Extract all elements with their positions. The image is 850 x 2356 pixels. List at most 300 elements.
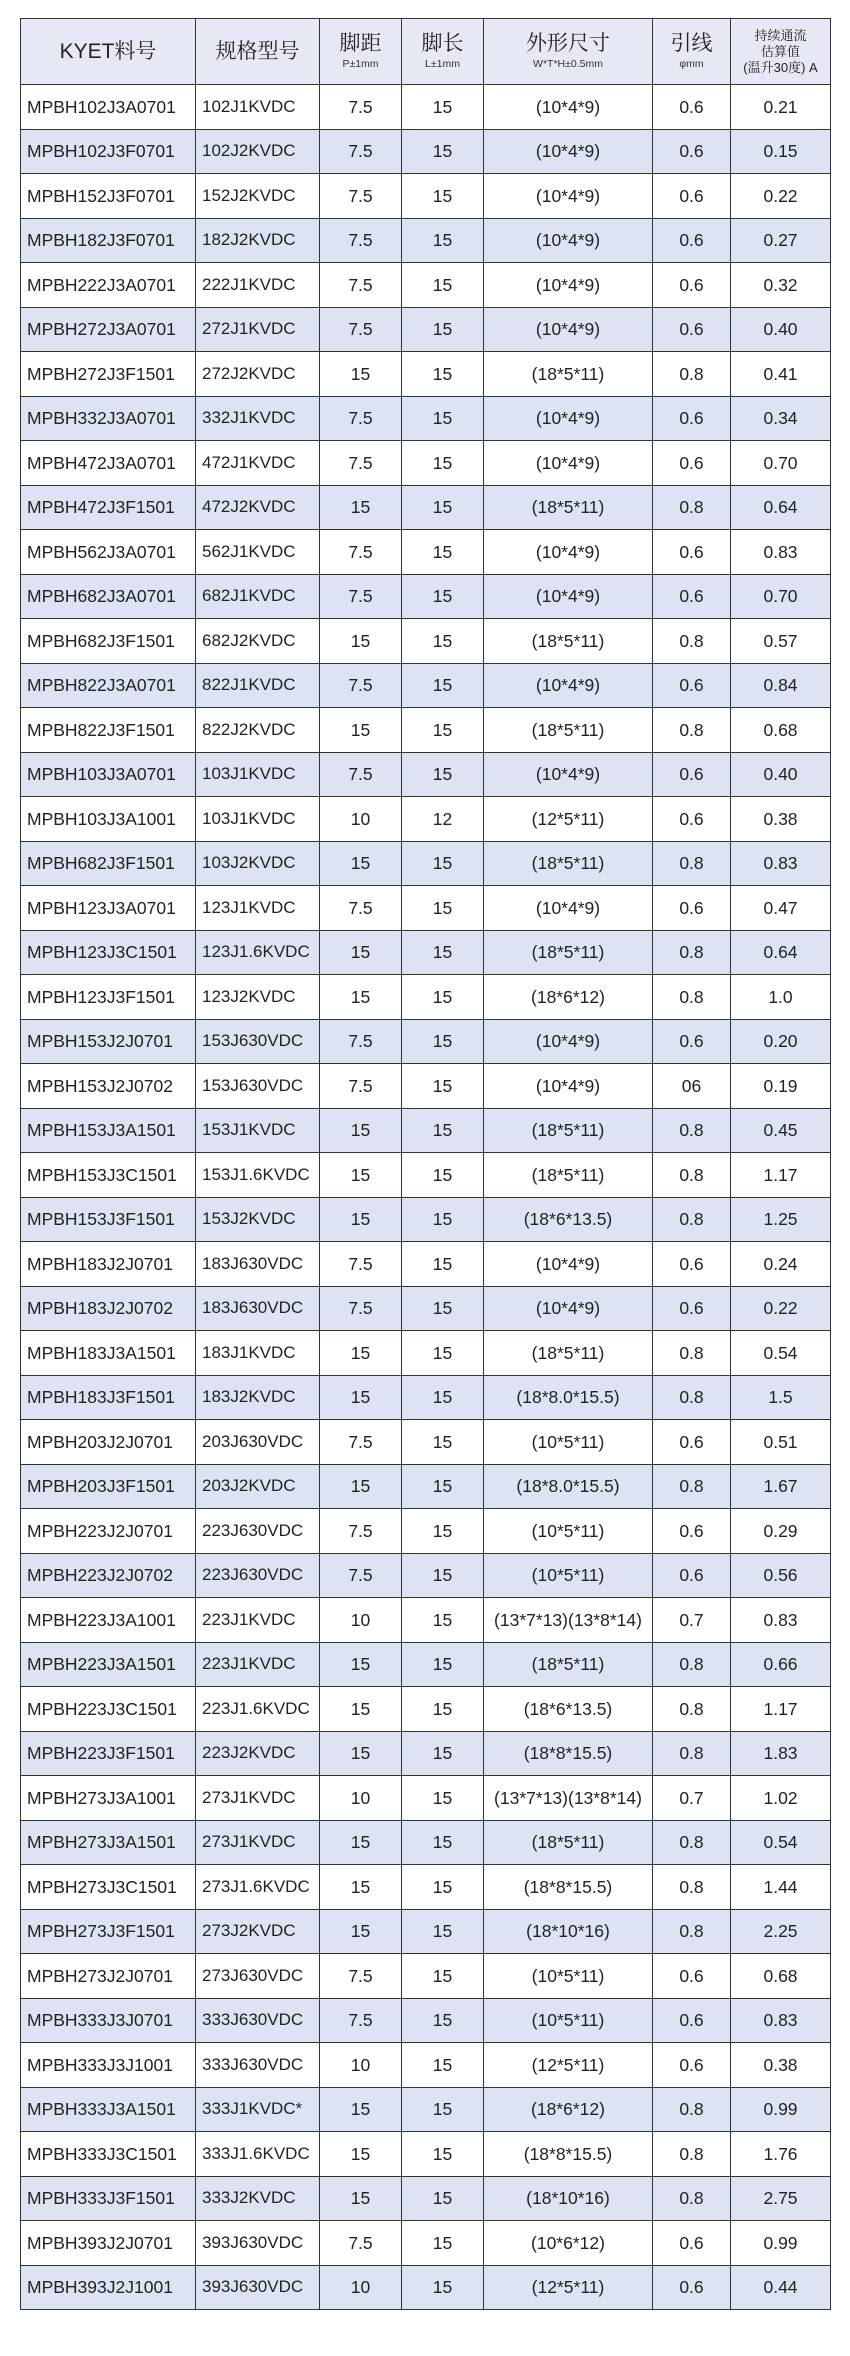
current-cell: 0.57 [731, 619, 831, 664]
model-spec-cell: 153J1KVDC [196, 1108, 320, 1153]
kyet-part-number-cell: MPBH822J3A0701 [21, 663, 196, 708]
pin-length-cell: 15 [402, 2176, 484, 2221]
current-cell: 0.83 [731, 1998, 831, 2043]
kyet-part-number-cell: MPBH153J3C1501 [21, 1153, 196, 1198]
dimensions-cell: (10*4*9) [484, 663, 653, 708]
current-cell: 0.51 [731, 1420, 831, 1465]
table-row [21, 485, 831, 530]
capacitor-spec-table [20, 18, 831, 2310]
dimensions-cell: (18*6*12) [484, 2087, 653, 2132]
kyet-part-number-cell: MPBH333J3J1001 [21, 2043, 196, 2088]
pin-pitch-cell: 7.5 [320, 396, 402, 441]
kyet-part-number-cell: MPBH273J3F1501 [21, 1909, 196, 1954]
kyet-part-number-cell: MPBH183J2J0702 [21, 1286, 196, 1331]
model-spec-cell: 562J1KVDC [196, 530, 320, 575]
table-row [21, 2132, 831, 2177]
dimensions-cell: (10*4*9) [484, 307, 653, 352]
kyet-part-number-cell: MPBH153J2J0702 [21, 1064, 196, 1109]
current-cell: 1.76 [731, 2132, 831, 2177]
table-row [21, 886, 831, 931]
model-spec-cell: 103J1KVDC [196, 797, 320, 842]
dimensions-cell: (18*5*11) [484, 841, 653, 886]
header-row [21, 19, 831, 85]
current-cell: 0.27 [731, 218, 831, 263]
kyet-part-number-cell: MPBH123J3C1501 [21, 930, 196, 975]
pin-pitch-cell: 10 [320, 2043, 402, 2088]
dimensions-cell: (18*5*11) [484, 1331, 653, 1376]
lead-wire-cell: 0.6 [653, 886, 731, 931]
dimensions-cell: (18*5*11) [484, 1108, 653, 1153]
lead-wire-cell: 0.8 [653, 1331, 731, 1376]
dimensions-cell: (18*6*13.5) [484, 1197, 653, 1242]
pin-pitch-cell: 7.5 [320, 1064, 402, 1109]
lead-wire-cell: 0.8 [653, 1909, 731, 1954]
table-row [21, 263, 831, 308]
model-spec-cell: 123J1.6KVDC [196, 930, 320, 975]
pin-pitch-cell: 15 [320, 619, 402, 664]
kyet-part-number-cell: MPBH273J3C1501 [21, 1865, 196, 1910]
pin-length-cell: 15 [402, 352, 484, 397]
table-row [21, 1820, 831, 1865]
model-spec-cell: 472J2KVDC [196, 485, 320, 530]
pin-pitch-cell: 7.5 [320, 218, 402, 263]
lead-wire-cell: 0.8 [653, 1731, 731, 1776]
pin-length-cell: 15 [402, 1598, 484, 1643]
kyet-part-number-cell: MPBH393J2J1001 [21, 2265, 196, 2310]
pin-pitch-cell: 7.5 [320, 263, 402, 308]
dimensions-cell: (12*5*11) [484, 2043, 653, 2088]
table-row [21, 307, 831, 352]
lead-wire-cell: 0.8 [653, 1687, 731, 1732]
pin-pitch-cell: 15 [320, 1375, 402, 1420]
pin-pitch-cell: 7.5 [320, 663, 402, 708]
current-cell: 0.32 [731, 263, 831, 308]
pin-length-cell: 15 [402, 708, 484, 753]
pin-length-cell: 15 [402, 1776, 484, 1821]
model-spec-cell: 223J630VDC [196, 1553, 320, 1598]
current-cell: 0.38 [731, 2043, 831, 2088]
kyet-part-number-cell: MPBH182J3F0701 [21, 218, 196, 263]
pin-pitch-cell: 15 [320, 708, 402, 753]
model-spec-cell: 682J1KVDC [196, 574, 320, 619]
kyet-part-number-cell: MPBH152J3F0701 [21, 174, 196, 219]
pin-length-cell: 15 [402, 530, 484, 575]
table-row [21, 1865, 831, 1910]
model-spec-cell: 152J2KVDC [196, 174, 320, 219]
current-cell: 1.44 [731, 1865, 831, 1910]
table-row [21, 1375, 831, 1420]
pin-pitch-cell: 10 [320, 1776, 402, 1821]
model-spec-cell: 272J2KVDC [196, 352, 320, 397]
current-cell: 0.70 [731, 441, 831, 486]
table-row [21, 174, 831, 219]
lead-wire-cell: 0.8 [653, 708, 731, 753]
lead-wire-cell: 0.6 [653, 441, 731, 486]
dimensions-cell: (10*4*9) [484, 263, 653, 308]
kyet-part-number-cell: MPBH682J3A0701 [21, 574, 196, 619]
dimensions-cell: (10*4*9) [484, 1242, 653, 1287]
dimensions-cell: (18*8.0*15.5) [484, 1464, 653, 1509]
pin-pitch-cell: 7.5 [320, 2221, 402, 2266]
current-cell: 0.66 [731, 1642, 831, 1687]
model-spec-cell: 223J1KVDC [196, 1642, 320, 1687]
model-spec-cell: 273J1KVDC [196, 1820, 320, 1865]
header-line: 持续通流 [754, 27, 807, 43]
model-spec-cell: 393J630VDC [196, 2221, 320, 2266]
lead-wire-cell: 0.8 [653, 975, 731, 1020]
lead-wire-cell: 0.8 [653, 2132, 731, 2177]
current-cell: 0.22 [731, 1286, 831, 1331]
table-body [21, 85, 831, 2310]
pin-pitch-cell: 10 [320, 1598, 402, 1643]
table-row [21, 1731, 831, 1776]
pin-pitch-cell: 7.5 [320, 1998, 402, 2043]
current-cell: 1.67 [731, 1464, 831, 1509]
header-sublabel: L±1mm [425, 58, 460, 70]
model-spec-cell: 153J630VDC [196, 1019, 320, 1064]
dimensions-cell: (10*5*11) [484, 1509, 653, 1554]
pin-length-cell: 15 [402, 1019, 484, 1064]
current-cell: 2.75 [731, 2176, 831, 2221]
dimensions-cell: (13*7*13)(13*8*14) [484, 1598, 653, 1643]
lead-wire-cell: 0.7 [653, 1598, 731, 1643]
pin-pitch-cell: 15 [320, 1464, 402, 1509]
table-row [21, 797, 831, 842]
pin-pitch-cell: 7.5 [320, 530, 402, 575]
lead-wire-cell: 0.6 [653, 85, 731, 130]
kyet-part-number-cell: MPBH472J3A0701 [21, 441, 196, 486]
pin-length-cell: 15 [402, 85, 484, 130]
kyet-part-number-cell: MPBH102J3A0701 [21, 85, 196, 130]
table-row [21, 2043, 831, 2088]
table-row [21, 708, 831, 753]
current-cell: 1.17 [731, 1687, 831, 1732]
dimensions-cell: (18*5*11) [484, 930, 653, 975]
table-row [21, 530, 831, 575]
current-cell: 0.99 [731, 2221, 831, 2266]
table-row [21, 1553, 831, 1598]
pin-pitch-cell: 10 [320, 2265, 402, 2310]
dimensions-cell: (10*4*9) [484, 886, 653, 931]
model-spec-cell: 183J630VDC [196, 1286, 320, 1331]
pin-length-cell: 15 [402, 396, 484, 441]
pin-length-cell: 15 [402, 1687, 484, 1732]
lead-wire-cell: 0.6 [653, 307, 731, 352]
current-cell: 0.83 [731, 1598, 831, 1643]
lead-wire-cell: 06 [653, 1064, 731, 1109]
pin-pitch-cell: 7.5 [320, 1286, 402, 1331]
dimensions-cell: (10*6*12) [484, 2221, 653, 2266]
dimensions-cell: (18*6*12) [484, 975, 653, 1020]
table-row [21, 930, 831, 975]
current-cell: 0.68 [731, 1954, 831, 1999]
pin-length-cell: 15 [402, 1153, 484, 1198]
lead-wire-cell: 0.6 [653, 1420, 731, 1465]
pin-pitch-cell: 7.5 [320, 886, 402, 931]
pin-pitch-cell: 15 [320, 1909, 402, 1954]
dimensions-cell: (13*7*13)(13*8*14) [484, 1776, 653, 1821]
current-cell: 0.84 [731, 663, 831, 708]
pin-length-cell: 15 [402, 1865, 484, 1910]
kyet-part-number-cell: MPBH183J2J0701 [21, 1242, 196, 1287]
pin-length-cell: 15 [402, 174, 484, 219]
dimensions-cell: (18*5*11) [484, 1820, 653, 1865]
current-cell: 1.25 [731, 1197, 831, 1242]
kyet-part-number-cell: MPBH203J2J0701 [21, 1420, 196, 1465]
table-row [21, 352, 831, 397]
dimensions-cell: (10*4*9) [484, 174, 653, 219]
lead-wire-cell: 0.6 [653, 1553, 731, 1598]
lead-wire-cell: 0.8 [653, 352, 731, 397]
current-cell: 0.64 [731, 930, 831, 975]
pin-pitch-cell: 7.5 [320, 1019, 402, 1064]
pin-pitch-cell: 7.5 [320, 174, 402, 219]
table-row [21, 663, 831, 708]
current-cell: 0.44 [731, 2265, 831, 2310]
pin-length-cell: 15 [402, 1375, 484, 1420]
lead-wire-cell: 0.8 [653, 1865, 731, 1910]
dimensions-cell: (10*4*9) [484, 752, 653, 797]
model-spec-cell: 273J2KVDC [196, 1909, 320, 1954]
pin-pitch-cell: 7.5 [320, 1553, 402, 1598]
table-row [21, 2087, 831, 2132]
kyet-part-number-cell: MPBH273J3A1501 [21, 1820, 196, 1865]
kyet-part-number-cell: MPBH153J2J0701 [21, 1019, 196, 1064]
header-label: 脚长 [421, 32, 464, 55]
pin-length-cell: 15 [402, 2265, 484, 2310]
pin-pitch-cell: 7.5 [320, 1420, 402, 1465]
table-row [21, 1064, 831, 1109]
table-row [21, 574, 831, 619]
header-continuous-current [731, 19, 831, 85]
pin-length-cell: 15 [402, 1420, 484, 1465]
model-spec-cell: 103J2KVDC [196, 841, 320, 886]
table-row [21, 1998, 831, 2043]
kyet-part-number-cell: MPBH682J3F1501 [21, 619, 196, 664]
table-row [21, 396, 831, 441]
current-cell: 0.54 [731, 1331, 831, 1376]
lead-wire-cell: 0.8 [653, 1642, 731, 1687]
pin-length-cell: 15 [402, 129, 484, 174]
lead-wire-cell: 0.6 [653, 1019, 731, 1064]
dimensions-cell: (18*5*11) [484, 708, 653, 753]
lead-wire-cell: 0.6 [653, 1509, 731, 1554]
pin-pitch-cell: 15 [320, 1108, 402, 1153]
current-cell: 0.83 [731, 530, 831, 575]
pin-length-cell: 15 [402, 619, 484, 664]
lead-wire-cell: 0.8 [653, 1197, 731, 1242]
dimensions-cell: (10*4*9) [484, 85, 653, 130]
dimensions-cell: (18*6*13.5) [484, 1687, 653, 1732]
lead-wire-cell: 0.6 [653, 797, 731, 842]
header-pin-pitch [320, 19, 402, 85]
table-row [21, 1019, 831, 1064]
model-spec-cell: 123J1KVDC [196, 886, 320, 931]
model-spec-cell: 333J630VDC [196, 2043, 320, 2088]
current-cell: 0.24 [731, 1242, 831, 1287]
model-spec-cell: 103J1KVDC [196, 752, 320, 797]
pin-length-cell: 15 [402, 975, 484, 1020]
table-row [21, 841, 831, 886]
kyet-part-number-cell: MPBH332J3A0701 [21, 396, 196, 441]
lead-wire-cell: 0.6 [653, 663, 731, 708]
current-cell: 1.02 [731, 1776, 831, 1821]
lead-wire-cell: 0.6 [653, 263, 731, 308]
kyet-part-number-cell: MPBH223J2J0702 [21, 1553, 196, 1598]
model-spec-cell: 223J1.6KVDC [196, 1687, 320, 1732]
kyet-part-number-cell: MPBH562J3A0701 [21, 530, 196, 575]
lead-wire-cell: 0.8 [653, 2176, 731, 2221]
pin-pitch-cell: 7.5 [320, 574, 402, 619]
lead-wire-cell: 0.8 [653, 2087, 731, 2132]
pin-length-cell: 15 [402, 1242, 484, 1287]
lead-wire-cell: 0.6 [653, 530, 731, 575]
dimensions-cell: (18*10*16) [484, 2176, 653, 2221]
kyet-part-number-cell: MPBH103J3A0701 [21, 752, 196, 797]
current-cell: 0.41 [731, 352, 831, 397]
kyet-part-number-cell: MPBH183J3A1501 [21, 1331, 196, 1376]
current-cell: 0.56 [731, 1553, 831, 1598]
pin-length-cell: 15 [402, 1820, 484, 1865]
lead-wire-cell: 0.6 [653, 2043, 731, 2088]
model-spec-cell: 123J2KVDC [196, 975, 320, 1020]
dimensions-cell: (10*4*9) [484, 396, 653, 441]
model-spec-cell: 822J1KVDC [196, 663, 320, 708]
model-spec-cell: 182J2KVDC [196, 218, 320, 263]
header-lead-wire [653, 19, 731, 85]
kyet-part-number-cell: MPBH472J3F1501 [21, 485, 196, 530]
pin-pitch-cell: 7.5 [320, 85, 402, 130]
table-row [21, 2176, 831, 2221]
pin-pitch-cell: 10 [320, 797, 402, 842]
pin-length-cell: 15 [402, 1642, 484, 1687]
pin-length-cell: 15 [402, 1954, 484, 1999]
dimensions-cell: (12*5*11) [484, 2265, 653, 2310]
header-line: (温升30度) A [743, 59, 818, 75]
pin-pitch-cell: 7.5 [320, 752, 402, 797]
kyet-part-number-cell: MPBH222J3A0701 [21, 263, 196, 308]
pin-length-cell: 15 [402, 441, 484, 486]
lead-wire-cell: 0.8 [653, 1820, 731, 1865]
model-spec-cell: 333J1KVDC* [196, 2087, 320, 2132]
pin-length-cell: 15 [402, 1553, 484, 1598]
table-row [21, 2265, 831, 2310]
table-row [21, 441, 831, 486]
dimensions-cell: (18*5*11) [484, 485, 653, 530]
kyet-part-number-cell: MPBH223J3F1501 [21, 1731, 196, 1776]
table-row [21, 619, 831, 664]
pin-pitch-cell: 15 [320, 2087, 402, 2132]
pin-length-cell: 15 [402, 752, 484, 797]
kyet-part-number-cell: MPBH333J3C1501 [21, 2132, 196, 2177]
model-spec-cell: 102J2KVDC [196, 129, 320, 174]
model-spec-cell: 272J1KVDC [196, 307, 320, 352]
dimensions-cell: (10*5*11) [484, 1954, 653, 1999]
model-spec-cell: 223J2KVDC [196, 1731, 320, 1776]
dimensions-cell: (10*5*11) [484, 1420, 653, 1465]
pin-pitch-cell: 7.5 [320, 1509, 402, 1554]
pin-pitch-cell: 15 [320, 1820, 402, 1865]
pin-length-cell: 15 [402, 307, 484, 352]
model-spec-cell: 682J2KVDC [196, 619, 320, 664]
lead-wire-cell: 0.6 [653, 1286, 731, 1331]
model-spec-cell: 273J1.6KVDC [196, 1865, 320, 1910]
dimensions-cell: (18*5*11) [484, 1153, 653, 1198]
kyet-part-number-cell: MPBH223J3C1501 [21, 1687, 196, 1732]
pin-length-cell: 15 [402, 663, 484, 708]
table-row [21, 1197, 831, 1242]
dimensions-cell: (10*4*9) [484, 441, 653, 486]
dimensions-cell: (10*4*9) [484, 1019, 653, 1064]
pin-length-cell: 15 [402, 263, 484, 308]
pin-length-cell: 15 [402, 1731, 484, 1776]
lead-wire-cell: 0.7 [653, 1776, 731, 1821]
pin-length-cell: 15 [402, 2132, 484, 2177]
pin-length-cell: 15 [402, 2221, 484, 2266]
pin-length-cell: 15 [402, 2087, 484, 2132]
pin-pitch-cell: 15 [320, 2176, 402, 2221]
header-sublabel: W*T*H±0.5mm [533, 58, 603, 70]
dimensions-cell: (10*5*11) [484, 1553, 653, 1598]
current-cell: 0.29 [731, 1509, 831, 1554]
pin-length-cell: 15 [402, 1509, 484, 1554]
kyet-part-number-cell: MPBH272J3F1501 [21, 352, 196, 397]
pin-length-cell: 15 [402, 886, 484, 931]
table-row [21, 1242, 831, 1287]
dimensions-cell: (18*5*11) [484, 1642, 653, 1687]
dimensions-cell: (18*8*15.5) [484, 1865, 653, 1910]
current-cell: 0.83 [731, 841, 831, 886]
current-cell: 0.40 [731, 752, 831, 797]
kyet-part-number-cell: MPBH183J3F1501 [21, 1375, 196, 1420]
table-row [21, 1153, 831, 1198]
kyet-part-number-cell: MPBH223J3A1001 [21, 1598, 196, 1643]
dimensions-cell: (10*4*9) [484, 129, 653, 174]
header-label: 引线 [670, 32, 713, 55]
model-spec-cell: 183J1KVDC [196, 1331, 320, 1376]
current-cell: 0.54 [731, 1820, 831, 1865]
dimensions-cell: (12*5*11) [484, 797, 653, 842]
pin-length-cell: 15 [402, 1108, 484, 1153]
current-cell: 1.5 [731, 1375, 831, 1420]
kyet-part-number-cell: MPBH273J3A1001 [21, 1776, 196, 1821]
lead-wire-cell: 0.8 [653, 1153, 731, 1198]
pin-length-cell: 15 [402, 2043, 484, 2088]
model-spec-cell: 153J1.6KVDC [196, 1153, 320, 1198]
model-spec-cell: 183J630VDC [196, 1242, 320, 1287]
model-spec-cell: 822J2KVDC [196, 708, 320, 753]
table-row [21, 1509, 831, 1554]
table-row [21, 218, 831, 263]
current-cell: 0.15 [731, 129, 831, 174]
kyet-part-number-cell: MPBH333J3F1501 [21, 2176, 196, 2221]
dimensions-cell: (10*4*9) [484, 574, 653, 619]
pin-pitch-cell: 15 [320, 1153, 402, 1198]
pin-length-cell: 15 [402, 218, 484, 263]
dimensions-cell: (18*8.0*15.5) [484, 1375, 653, 1420]
pin-pitch-cell: 7.5 [320, 441, 402, 486]
kyet-part-number-cell: MPBH123J3F1501 [21, 975, 196, 1020]
table-row [21, 1687, 831, 1732]
lead-wire-cell: 0.8 [653, 619, 731, 664]
kyet-part-number-cell: MPBH272J3A0701 [21, 307, 196, 352]
pin-pitch-cell: 15 [320, 2132, 402, 2177]
lead-wire-cell: 0.6 [653, 129, 731, 174]
pin-length-cell: 12 [402, 797, 484, 842]
model-spec-cell: 332J1KVDC [196, 396, 320, 441]
model-spec-cell: 472J1KVDC [196, 441, 320, 486]
kyet-part-number-cell: MPBH273J2J0701 [21, 1954, 196, 1999]
